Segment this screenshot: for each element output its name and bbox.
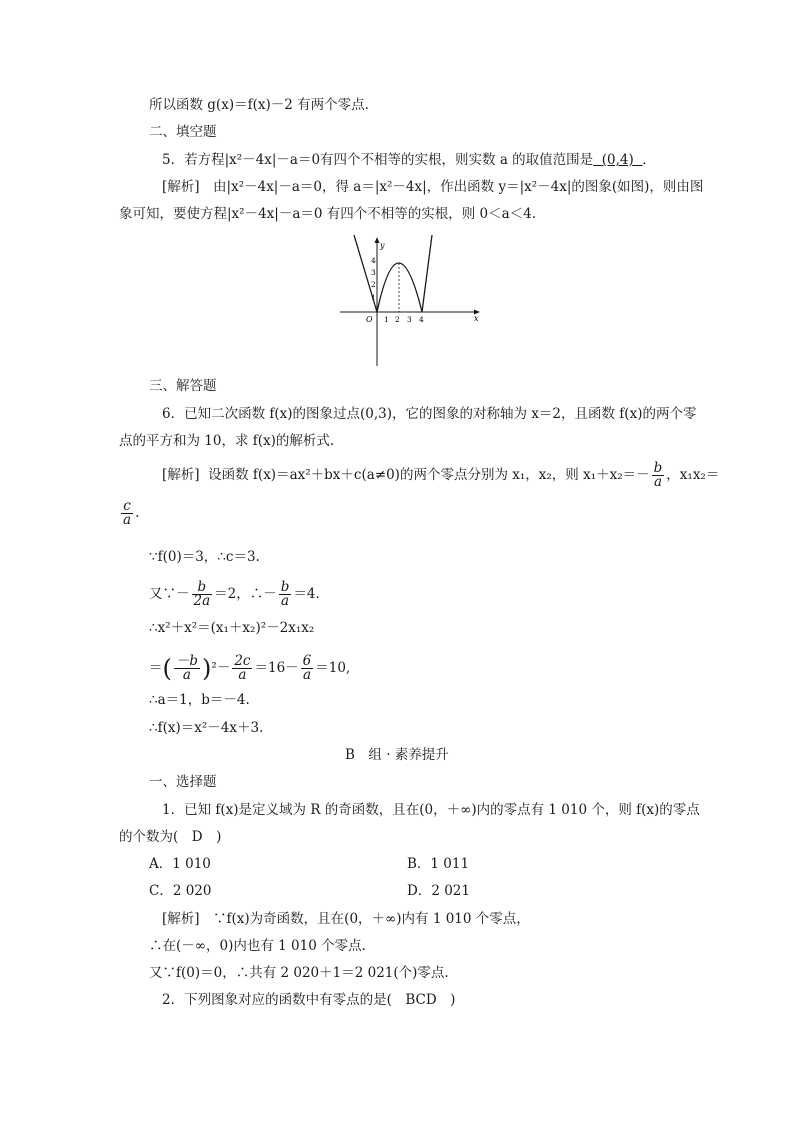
section-solve-heading: 三、解答题	[149, 378, 217, 394]
step-6: ∴f(x)＝x²－4x＋3.	[149, 720, 264, 736]
q6-analysis-text: 设函数 f(x)＝ax²＋bx＋c(a≠0)的两个零点分别为 x₁，x₂，则 x₁＋x₂＝－	[208, 467, 650, 483]
q5-answer: (0,4)	[601, 152, 634, 168]
fraction-6-over-a: $\frac{6}{a}$	[302, 653, 312, 683]
fraction-b-over-a: $\frac{b}{a}$	[653, 460, 663, 490]
option-b: B．1 011	[407, 856, 470, 872]
abs-quadratic-graph	[340, 230, 485, 370]
q5-analysis-line1: [解析] 由|x²－4x|－a＝0，得 a＝|x²－4x|，作出函数 y＝|x²－4x|的图象(如图)，则由图	[162, 179, 704, 195]
y-tick-1: 1	[371, 293, 376, 302]
q5-stem-text: 5．若方程|x²－4x|－a＝0有四个不相等的实根，则实数 a 的取值范围是	[162, 152, 594, 168]
option-d: D．2 021	[407, 883, 470, 899]
x-tick-4: 4	[419, 315, 424, 324]
fraction-b-over-2a: $\frac{b}{2a}$	[193, 579, 211, 609]
step-2: 又∵－ $\frac{b}{2a}$ ＝2，∴－ $\frac{b}{a}$ ＝4.	[149, 579, 320, 609]
q6-analysis-line2	[119, 500, 139, 527]
x-axis-label: x	[474, 314, 479, 323]
x-tick-1: 1	[384, 315, 389, 324]
fraction-c-over-a: $\frac{c}{a}$	[123, 498, 132, 528]
question-1-line2: 的个数为( D )	[119, 829, 222, 845]
step-4: ＝( $\frac{-b}{a}$ )²－ $\frac{2c}{a}$ ＝16－ $\frac{6}{a}$ ＝10,	[149, 653, 351, 683]
question-6-line1: 6．已知二次函数 f(x)的图象过点(0,3)，它的图象的对称轴为 x＝2，且函数 f(x)的两个零	[162, 406, 697, 422]
origin-label: O	[366, 315, 373, 324]
q1-analysis-line1: [解析] ∵f(x)为奇函数，且在(0，＋∞)内有 1 010 个零点，	[162, 911, 530, 927]
q1-analysis-line2: ∴在(－∞，0)内也有 1 010 个零点.	[149, 938, 366, 954]
q5-analysis-line2: 象可知，要使方程|x²－4x|－a＝0 有四个不相等的实根，则 0＜a＜4.	[119, 206, 537, 222]
option-c: C．2 020	[149, 883, 212, 899]
question-6-line2: 点的平方和为 10，求 f(x)的解析式.	[119, 433, 335, 449]
analysis-label: [解析]	[162, 467, 200, 483]
q6-analysis-end: .	[135, 505, 140, 521]
question-2-line1: 2．下列图象对应的函数中有零点的是( BCD )	[162, 992, 456, 1008]
q6-analysis-line1	[162, 462, 719, 489]
y-tick-2: 2	[371, 280, 376, 289]
step-1: ∵f(0)＝3，∴c＝3.	[149, 549, 260, 565]
q5-end: ．	[642, 152, 656, 168]
question-1-line1: 1．已知 f(x)是定义域为 R 的奇函数，且在(0，＋∞)内的零点有 1 010 个，则 f(x)的零点	[162, 802, 700, 818]
section-choice-heading: 一、选择题	[149, 774, 217, 790]
previous-conclusion: 所以函数 g(x)＝f(x)－2 有两个零点.	[149, 97, 369, 113]
question-5-stem	[162, 151, 656, 169]
step-3: ∴x²＋x²＝(x₁＋x₂)²－2x₁x₂	[149, 620, 315, 636]
right-branch	[422, 235, 432, 312]
group-b-heading: B 组 · 素养提升	[345, 747, 449, 763]
q6-analysis-mid: ，x₁x₂＝	[666, 467, 720, 483]
fraction-neg-b-over-a: $\frac{-b}{a}$	[175, 653, 199, 683]
y-axis-label: y	[380, 241, 385, 250]
fraction-2c-over-a: $\frac{2c}{a}$	[234, 653, 251, 683]
x-tick-2: 2	[395, 315, 400, 324]
y-tick-3: 3	[371, 268, 376, 277]
fraction-b-over-a-2: $\frac{b}{a}$	[280, 579, 290, 609]
option-a: A．1 010	[149, 856, 211, 872]
x-tick-3: 3	[407, 315, 412, 324]
y-axis-arrow	[375, 237, 380, 243]
step-5: ∴a＝1，b＝－4.	[149, 692, 250, 708]
parabola-arch	[377, 263, 422, 312]
q1-analysis-line3: 又∵f(0)＝0，∴共有 2 020＋1＝2 021(个)零点.	[149, 965, 449, 981]
y-tick-4: 4	[371, 256, 376, 265]
section-fill-in-heading: 二、填空题	[149, 124, 217, 140]
